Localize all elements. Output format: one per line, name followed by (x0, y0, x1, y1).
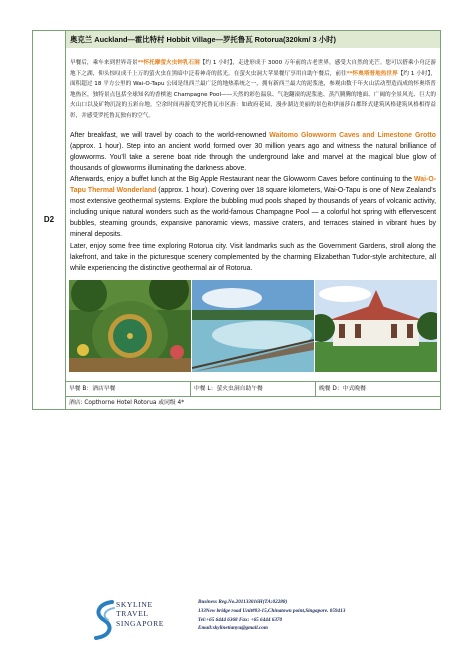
day-description (66, 48, 440, 274)
day-title: 奥克兰 Auckland—霍比特村 Hobbit Village—罗托鲁瓦 Rotorua(320km/ 3 小时) (66, 31, 440, 48)
meal-dinner: 晚餐 D：中式晚餐 (319, 385, 366, 392)
email: Email:skylinetianyu@gmail.com (198, 625, 268, 632)
english-paragraph-1 (70, 130, 436, 174)
photo-strip (66, 274, 440, 381)
geothermal-boardwalk-photo (192, 280, 314, 372)
brand-line-3: SINGAPORE (116, 618, 165, 628)
zh-highlight-waitomo: **怀托摩萤火虫钟乳石洞 (137, 60, 200, 66)
meal-lunch: 中餐 L：萤火虫洞自助午餐 (191, 382, 316, 396)
brand-name (116, 600, 164, 628)
en-highlight-waiotapu: Wai-O-Tapu Thermal Wonderland (70, 175, 436, 195)
brand-line-1: SKYLINE (116, 600, 153, 609)
skyline-logo (92, 598, 192, 642)
meals-row (66, 381, 440, 396)
brand-line-2: TRAVEL (116, 609, 149, 619)
swirl-logo-icon (92, 598, 118, 642)
day-content (66, 31, 441, 410)
english-paragraph-3: Later, enjoy some free time exploring Rotorua city. Visit landmarks such as the Government Gardens, stroll along the lakefront, and take in the picturesque scenery complemented by the charming Elizabethan Tudor-style architecture, all while experiencing the distinctive geothermal air of Rotorua. (70, 242, 436, 272)
english-paragraph-2 (70, 174, 436, 241)
day-label: D2 (33, 31, 66, 410)
hotel-info: 酒店: Copthorne Hotel Rotorua 或同级 4* (66, 396, 440, 409)
zh-text-2: 【约 1 小时】，走进形成于 3000 万年前的古老世界，感受大自然的光芒。您可以搭乘小舟泛游地下之湖，仰头惊叹成千上万的萤火虫在黑暗中泛着神奇的蓝光。在萤火虫洞大苹果餐厅享用自助午餐后，前往 (70, 60, 436, 77)
rotorua-museum-photo (315, 280, 437, 372)
en-highlight-waitomo: Waitomo Glowworm Caves and Limestone Grotto (269, 131, 436, 139)
hobbit-house-photo (69, 280, 191, 372)
en-text-2a: Afterwards, enjoy a buffet lunch at the Big Apple Restaurant near the Glowworm Caves before continuing to the (70, 175, 415, 183)
en-text-2b: (approx. 1 hour). Covering over 18 square kilometers, Wai-O-Tapu is one of New Zealand’s most extensive geothermal systems. Explore the bubbling mud pools shaped by thousands of years of volcanic activity, including unique natural wonders such as the world-famous Champagne Pool — a colorful hot spring with effervescent bubbles, steaming grounds, expansive panoramic views, massive craters, and terraces stained in vibrant hues by mineral deposits. (70, 187, 436, 239)
contact-block (198, 598, 345, 633)
business-reg: Business Reg.No.201133016H(TA:02288) (198, 599, 288, 605)
chinese-description (70, 58, 436, 122)
phone-fax: Tel:+65 6444 6368 Fax: +65 6444 6370 (198, 616, 283, 623)
address: 133New bridge road Unit#03-15,Chinatown point,Singapore. 059413 (198, 607, 346, 614)
meal-breakfast: 早餐 B：酒店早餐 (66, 382, 191, 396)
itinerary-page (32, 30, 441, 410)
company-footer (92, 598, 422, 644)
itinerary-table (32, 30, 441, 410)
zh-text-3: 【约 1 小时】，面积超过 18 平方公里的 Wai-O-Tapu 公园是纽西兰最广泛的地热系统之一，拥有新西兰最大的泥浆池，参观由数千年火山活动塑造而成的怀奥塔普地热区，独特景点包括全球知名的香槟池 Champagne Pool——天然的彩色温泉、气泡翻滚的泥浆池、蒸汽腾腾的地面、广阔的全景风光、巨大的火山口以及矿物沉淀的五彩台地。空余时间再游览罗托鲁瓦市区游：如政府花园，漫步湖边美丽的景色和伊丽莎白都铎式建筑风格建筑风格相得益彰，并感受罗托鲁瓦独有的空气。 (70, 70, 436, 119)
en-text-1a: After breakfast, we will travel by coach to the world-renowned (70, 131, 270, 139)
en-text-1b: (approx. 1 hour). Step into an ancient world formed over 30 million years ago and witness the natural brilliance of glowworms. You’ll take a serene boat ride through the underground lake and marvel at the magical blue glow of thousands of glowworms illuminating the darkness above. (70, 142, 436, 172)
zh-highlight-waiotapu: **怀奥塔普地热世界 (346, 70, 398, 77)
zh-text-1: 早餐后，乘车来到世界奇景 (70, 60, 138, 66)
